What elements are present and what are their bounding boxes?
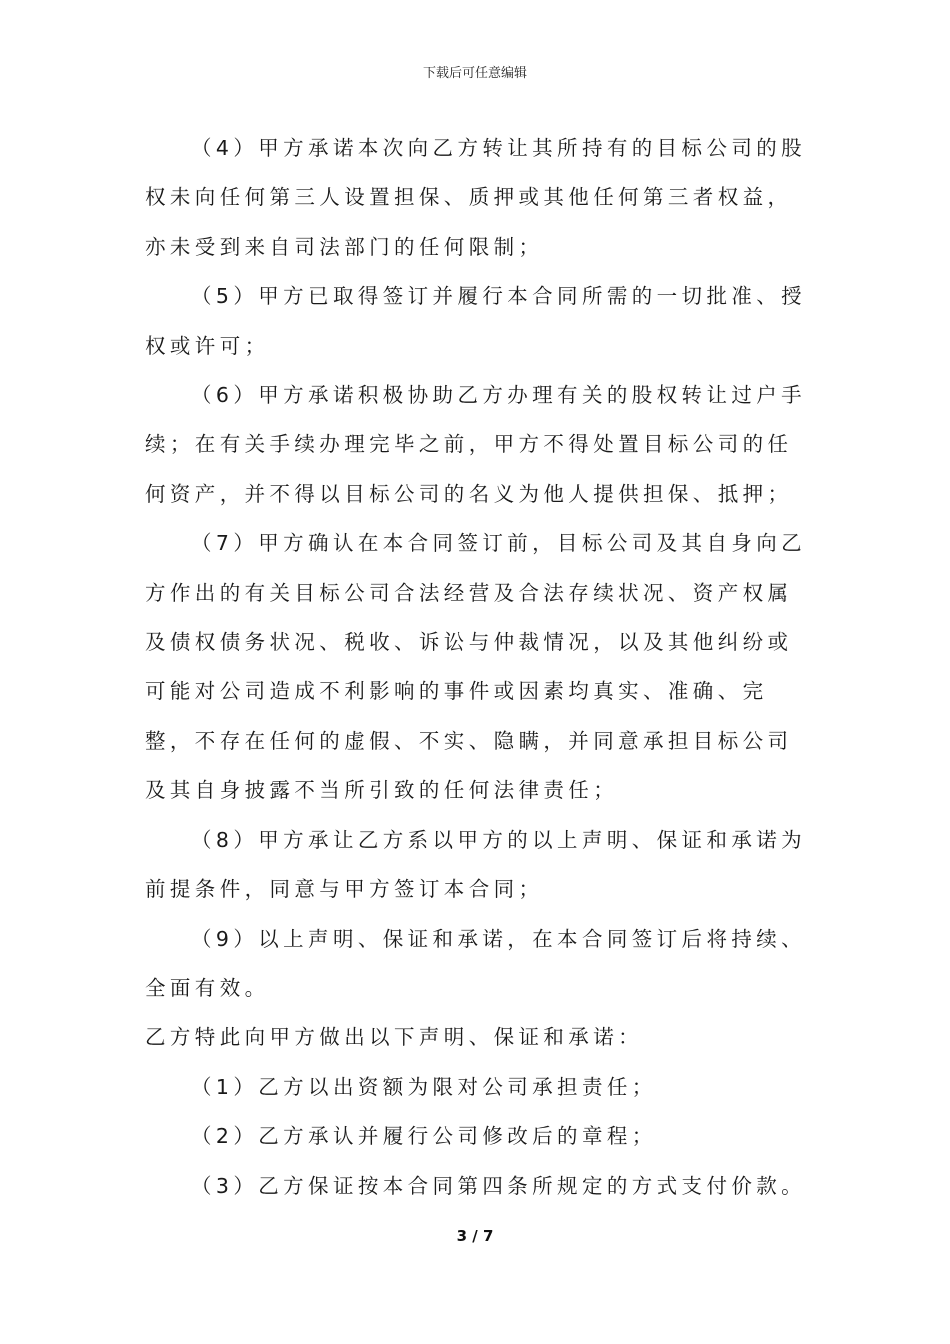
party-b-clause-2: （2）乙方承认并履行公司修改后的章程；	[191, 1124, 657, 1149]
header-note: 下载后可任意编辑	[422, 66, 527, 81]
party-b-statement-heading: 乙方特此向甲方做出以下声明、保证和承诺：	[145, 1025, 643, 1050]
page-header	[0, 66, 950, 82]
clause-9: （9）以上声明、保证和承诺，在本合同签订后将持续、全面有效。	[145, 926, 807, 1000]
party-b-clause-3: （3）乙方保证按本合同第四条所规定的方式支付价款。	[191, 1173, 807, 1198]
document-body	[145, 124, 810, 1211]
page-number: 3 / 7	[456, 1227, 494, 1245]
clause-6: （6）甲方承诺积极协助乙方办理有关的股权转让过户手续；在有关手续办理完毕之前，甲方不得处置目标公司的任何资产，并不得以目标公司的名义为他人提供担保、抵押；	[145, 383, 807, 506]
clause-7: （7）甲方确认在本合同签订前，目标公司及其自身向乙方作出的有关目标公司合法经营及合法存续状况、资产权属及债权债务状况、税收、诉讼与仲裁情况，以及其他纠纷或可能对公司造成不利影响的事件或因素均真实、准确、完整，不存在任何的虚假、不实、隐瞒，并同意承担目标公司及其自身披露不当所引致的任何法律责任；	[145, 531, 807, 803]
page-footer	[0, 1226, 950, 1246]
clause-8: （8）甲方承让乙方系以甲方的以上声明、保证和承诺为前提条件，同意与甲方签订本合同；	[145, 827, 807, 902]
party-b-clause-1: （1）乙方以出资额为限对公司承担责任；	[191, 1074, 657, 1099]
clause-4: （4）甲方承诺本次向乙方转让其所持有的目标公司的股权未向任何第三人设置担保、质押或其他任何第三者权益，亦未受到来自司法部门的任何限制；	[145, 136, 807, 259]
clause-5: （5）甲方已取得签订并履行本合同所需的一切批准、授权或许可；	[145, 284, 807, 358]
